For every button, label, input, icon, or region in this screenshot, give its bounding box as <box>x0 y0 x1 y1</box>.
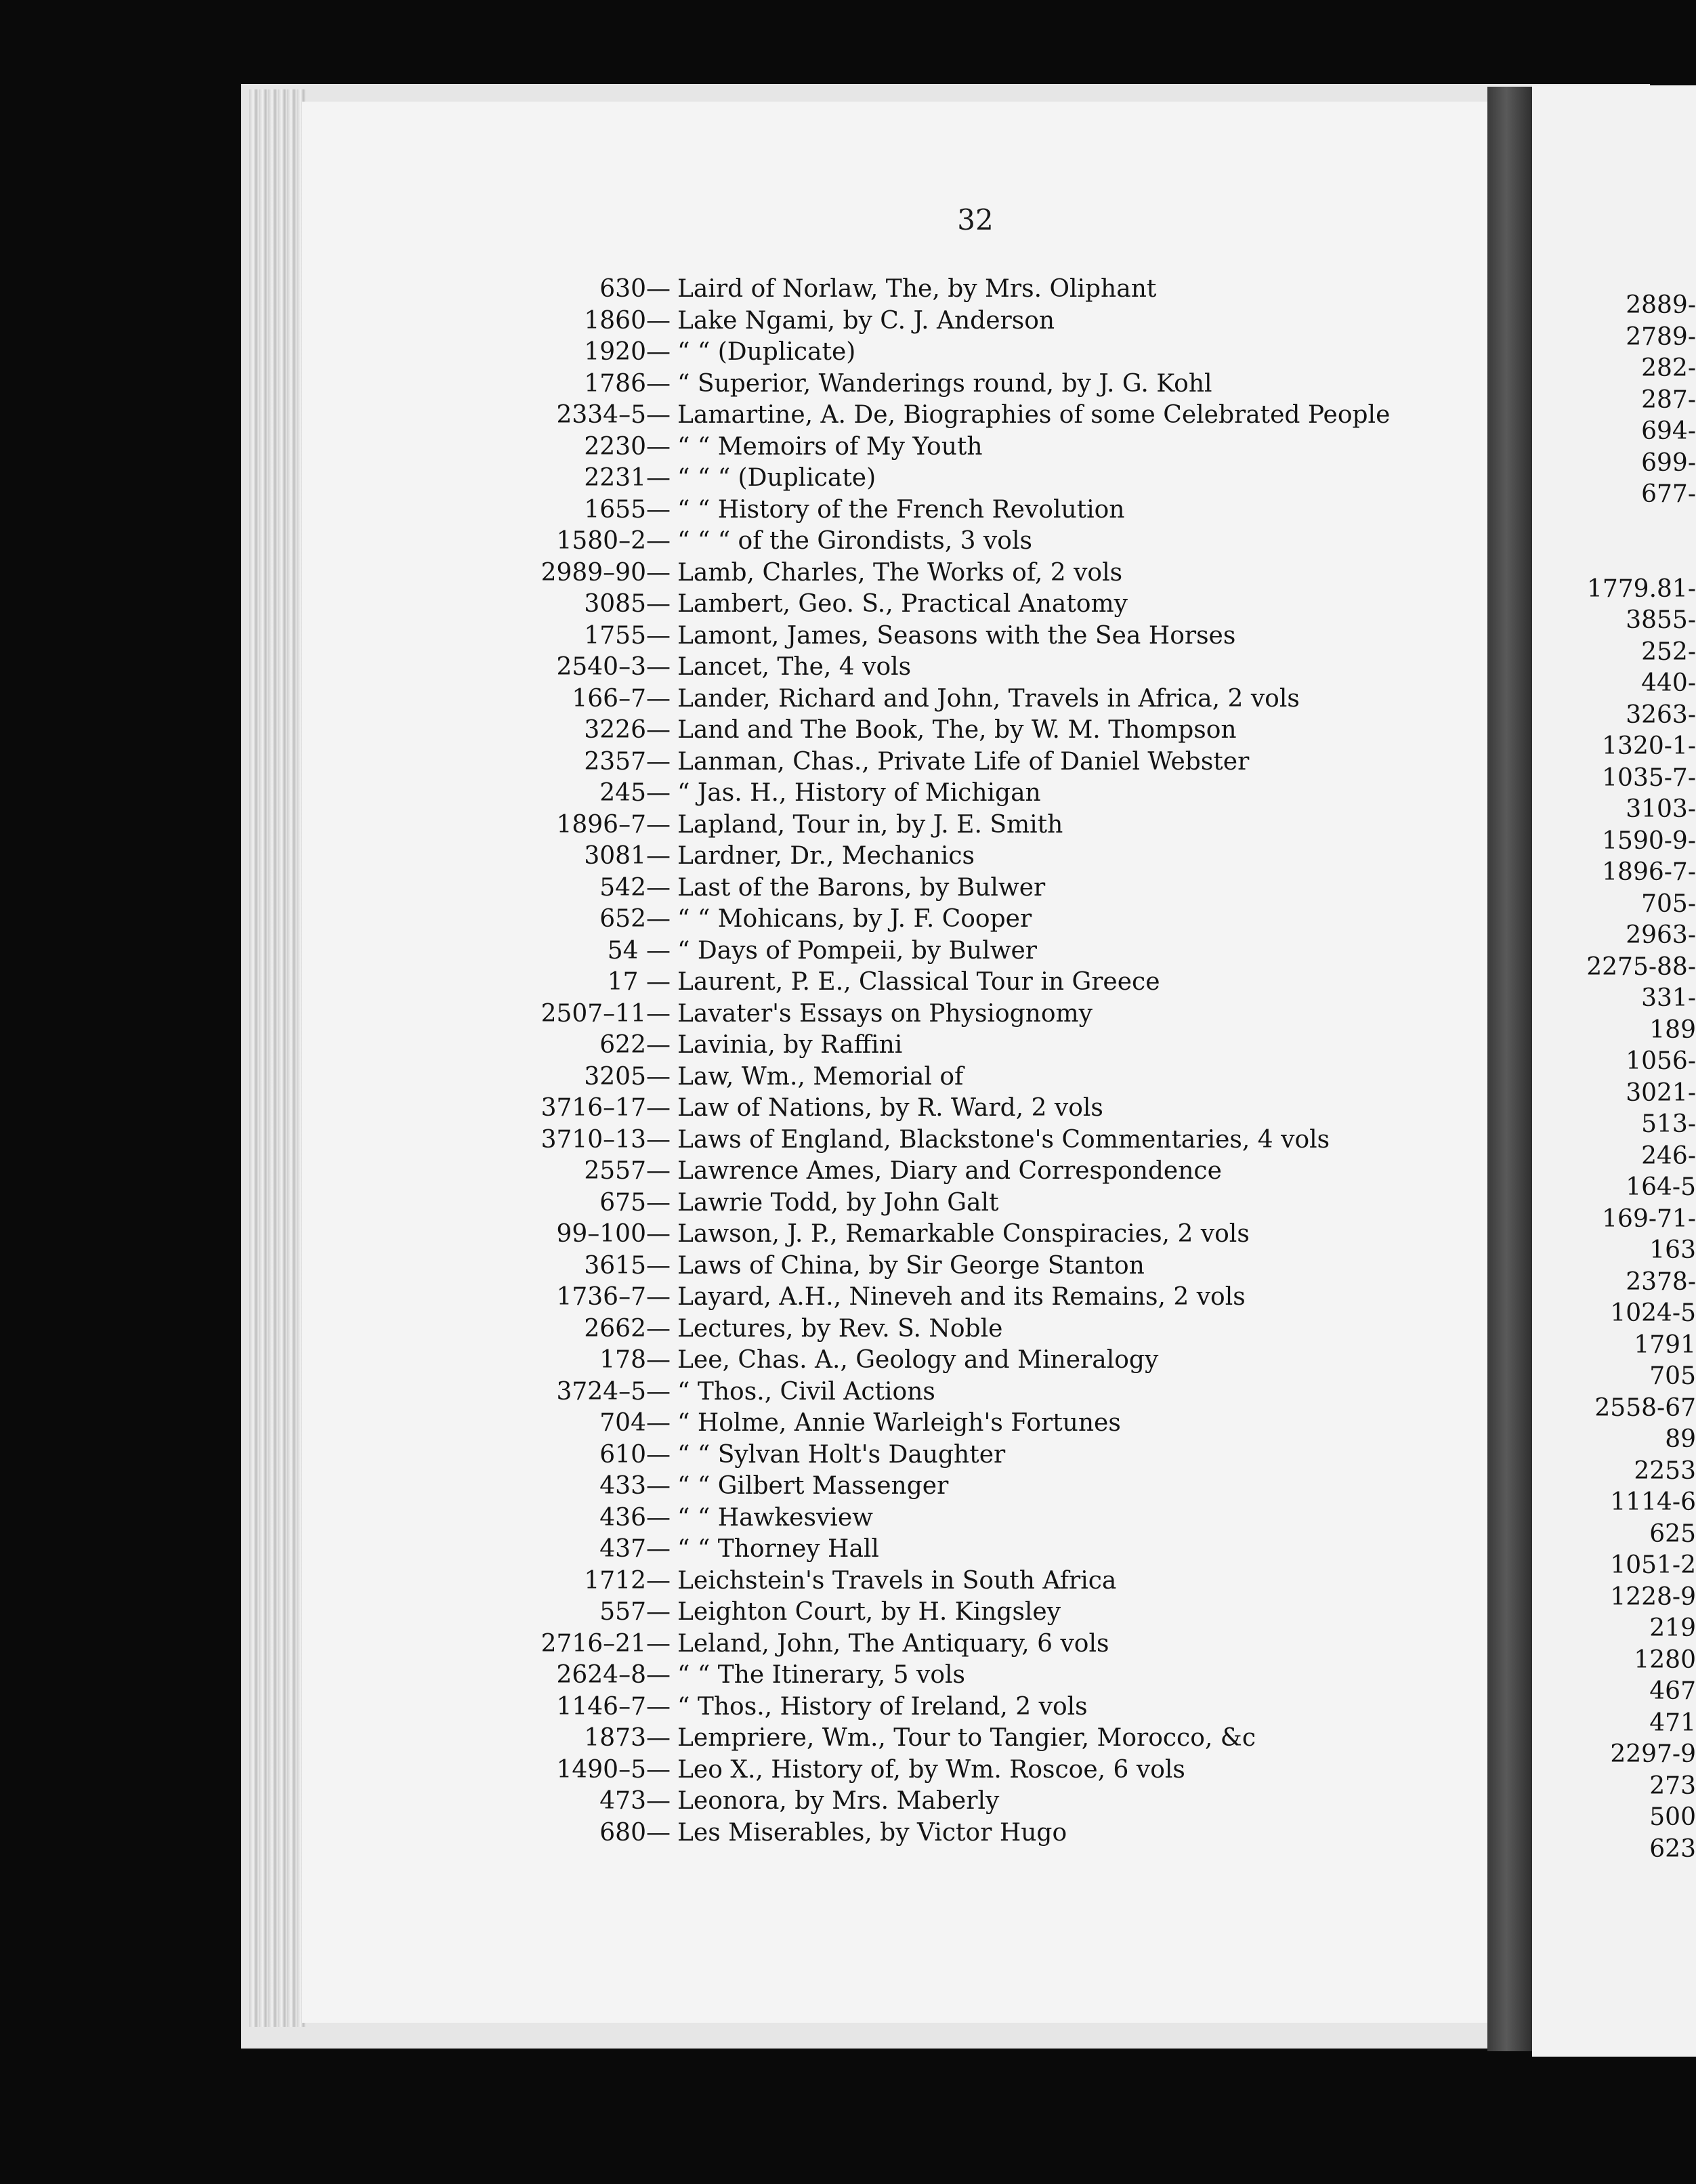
entry-title: Laird of Norlaw, The, by Mrs. Oliphant <box>677 275 1157 303</box>
catalog-entry <box>0 1660 1490 1692</box>
entry-title: Law, Wm., Memorial of <box>677 1062 964 1091</box>
right-page-entry-number: 3855- <box>1626 606 1696 634</box>
right-page-entry-number: 623 <box>1649 1834 1696 1863</box>
catalog-entry <box>0 1314 1490 1345</box>
catalog-entry <box>0 1219 1490 1251</box>
right-page-entry-number: 1035-7- <box>1602 763 1696 792</box>
right-page-entry-number: 89 <box>1665 1425 1696 1453</box>
entry-number: 1755— <box>584 621 671 650</box>
entry-number: 1655— <box>584 495 671 524</box>
entry-number: 3615— <box>584 1251 671 1280</box>
entry-number: 3205— <box>584 1062 671 1091</box>
right-page-entry-number: 440- <box>1641 669 1696 697</box>
entry-title: “ “ (Duplicate) <box>677 338 856 366</box>
right-page-entry-number: 1320-1- <box>1602 732 1696 760</box>
entry-title: “ “ Gilbert Massenger <box>677 1472 949 1500</box>
entry-number: 3226— <box>584 716 671 744</box>
right-page-entry-number: 163 <box>1649 1236 1696 1264</box>
right-page-entry-number: 189 <box>1649 1015 1696 1044</box>
catalog-entry <box>0 526 1490 558</box>
catalog-entry <box>0 1156 1490 1188</box>
entry-title: “ Thos., History of Ireland, 2 vols <box>677 1692 1088 1721</box>
catalog-entry <box>0 1125 1490 1156</box>
catalog-entry <box>0 1093 1490 1125</box>
entry-title: “ Superior, Wanderings round, by J. G. Kohl <box>677 369 1212 398</box>
right-page-entry-number: 1590-9- <box>1602 826 1696 855</box>
right-page-entry-number: 3021- <box>1626 1078 1696 1107</box>
entry-number: 542— <box>599 873 671 902</box>
entry-title: Layard, A.H., Nineveh and its Remains, 2 vols <box>677 1283 1246 1311</box>
entry-title: “ Jas. H., History of Michigan <box>677 779 1041 807</box>
catalog-entry <box>0 1629 1490 1660</box>
entry-title: Leonora, by Mrs. Maberly <box>677 1787 1000 1815</box>
catalog-entry <box>0 999 1490 1030</box>
right-page-entry-number: 287- <box>1641 385 1696 414</box>
entry-number: 1490–5— <box>556 1755 671 1784</box>
entry-number: 473— <box>599 1787 671 1815</box>
right-page-entry-number: 467 <box>1649 1677 1696 1705</box>
right-page-entry-number: 331- <box>1641 984 1696 1012</box>
entry-number: 2624–8— <box>556 1661 671 1689</box>
catalog-entry <box>0 1282 1490 1314</box>
right-page-entry-number: 1280 <box>1634 1645 1696 1674</box>
right-page-entry-number: 3103- <box>1626 795 1696 823</box>
catalog-entry <box>0 810 1490 841</box>
entry-title: “ Days of Pompeii, by Bulwer <box>677 936 1038 965</box>
entry-title: “ “ Thorney Hall <box>677 1535 879 1563</box>
catalog-entry <box>0 1692 1490 1723</box>
catalog-entry <box>0 1786 1490 1818</box>
entry-title: Lamb, Charles, The Works of, 2 vols <box>677 558 1123 587</box>
entry-number: 178— <box>599 1346 671 1374</box>
catalog-entry <box>0 621 1490 652</box>
catalog-entry <box>0 747 1490 778</box>
catalog-entry-list <box>0 274 1490 1849</box>
catalog-entry <box>0 1503 1490 1534</box>
entry-title: Lavinia, by Raffini <box>677 1031 903 1059</box>
entry-title: “ “ History of the French Revolution <box>677 495 1125 524</box>
entry-number: 557— <box>599 1598 671 1626</box>
entry-number: 2662— <box>584 1314 671 1343</box>
right-page-entry-number: 2889- <box>1626 291 1696 319</box>
catalog-entry <box>0 558 1490 589</box>
entry-number: 3724–5— <box>556 1377 671 1406</box>
entry-number: 622— <box>599 1031 671 1059</box>
right-page-entry-number: 625 <box>1649 1519 1696 1548</box>
right-page-entry-number: 2789- <box>1626 322 1696 351</box>
catalog-entry <box>0 873 1490 904</box>
entry-title: Lectures, by Rev. S. Noble <box>677 1314 1003 1343</box>
right-page-entry-number: 2963- <box>1626 921 1696 949</box>
page-number: 32 <box>957 203 994 236</box>
entry-title: Lempriere, Wm., Tour to Tangier, Morocco, &c <box>677 1724 1256 1752</box>
entry-title: Lardner, Dr., Mechanics <box>677 842 975 870</box>
entry-title: Lawson, J. P., Remarkable Conspiracies, 2 vols <box>677 1220 1250 1248</box>
entry-title: “ “ Sylvan Holt's Daughter <box>677 1440 1006 1469</box>
catalog-entry <box>0 904 1490 936</box>
catalog-entry <box>0 1251 1490 1282</box>
catalog-entry <box>0 684 1490 715</box>
right-page-entry-number: 2275-88- <box>1586 952 1696 981</box>
right-page-entry-number: 252- <box>1641 637 1696 666</box>
catalog-entry <box>0 1818 1490 1849</box>
entry-number: 1873— <box>584 1724 671 1752</box>
right-page-entry-number: 699- <box>1641 448 1696 477</box>
catalog-entry <box>0 274 1490 306</box>
entry-number: 2989–90— <box>540 558 671 587</box>
entry-title: Leland, John, The Antiquary, 6 vols <box>677 1629 1109 1658</box>
right-page-entry-number: 2558-67 <box>1594 1393 1696 1422</box>
entry-title: Lapland, Tour in, by J. E. Smith <box>677 810 1063 839</box>
entry-title: Land and The Book, The, by W. M. Thompson <box>677 716 1237 744</box>
book-gutter <box>1487 87 1535 2051</box>
entry-number: 2507–11— <box>540 999 671 1028</box>
entry-number: 1920— <box>584 338 671 366</box>
right-page-entry-number: 1896-7- <box>1602 858 1696 886</box>
entry-title: Lancet, The, 4 vols <box>677 653 912 681</box>
entry-number: 630— <box>599 275 671 303</box>
right-page-entry-number: 219 <box>1649 1614 1696 1642</box>
entry-number: 437— <box>599 1535 671 1563</box>
catalog-entry <box>0 1597 1490 1629</box>
entry-number: 675— <box>599 1188 671 1217</box>
right-page-entry-number: 2253 <box>1634 1456 1696 1485</box>
catalog-entry <box>0 1534 1490 1566</box>
right-page-entry-number: 1051-2 <box>1610 1551 1696 1579</box>
catalog-entry <box>0 1723 1490 1755</box>
entry-title: Lake Ngami, by C. J. Anderson <box>677 306 1055 335</box>
right-page-entry-number <box>1532 511 1696 543</box>
entry-number: 2334–5— <box>556 401 671 429</box>
entry-number: 54 — <box>607 936 671 965</box>
entry-number: 99–100— <box>556 1220 671 1248</box>
entry-title: “ “ “ (Duplicate) <box>677 464 876 492</box>
entry-number: 2557— <box>584 1157 671 1185</box>
entry-number: 2716–21— <box>540 1629 671 1658</box>
entry-number: 2540–3— <box>556 653 671 681</box>
entry-number: 1146–7— <box>556 1692 671 1721</box>
entry-title: “ “ Mohicans, by J. F. Cooper <box>677 905 1032 933</box>
entry-number: 17 — <box>607 968 671 996</box>
catalog-entry <box>0 463 1490 495</box>
right-page-entry-number: 694- <box>1641 417 1696 445</box>
right-page-entry-number <box>1532 542 1696 574</box>
catalog-entry <box>0 1030 1490 1062</box>
entry-title: Lavater's Essays on Physiognomy <box>677 999 1093 1028</box>
right-page-entry-number: 705- <box>1641 889 1696 918</box>
right-page-entry-number: 1779.81- <box>1586 574 1696 603</box>
entry-number: 610— <box>599 1440 671 1469</box>
right-page-entry-number: 513- <box>1641 1110 1696 1138</box>
entry-title: “ “ “ of the Girondists, 3 vols <box>677 527 1032 555</box>
right-page-entry-number: 500 <box>1649 1803 1696 1831</box>
catalog-entry <box>0 306 1490 337</box>
right-page-entry-number: 1114-6 <box>1610 1488 1696 1516</box>
entry-title: Laws of China, by Sir George Stanton <box>677 1251 1145 1280</box>
entry-title: Lanman, Chas., Private Life of Daniel Webster <box>677 747 1250 776</box>
catalog-entry <box>0 400 1490 432</box>
entry-title: “ Holme, Annie Warleigh's Fortunes <box>677 1409 1121 1437</box>
right-page-entry-number: 246- <box>1641 1141 1696 1170</box>
entry-title: Last of the Barons, by Bulwer <box>677 873 1046 902</box>
catalog-entry <box>0 1755 1490 1786</box>
entry-title: Les Miserables, by Victor Hugo <box>677 1818 1067 1847</box>
entry-title: Laws of England, Blackstone's Commentaries, 4 vols <box>677 1125 1330 1154</box>
right-page-entry-number: 2378- <box>1626 1267 1696 1296</box>
entry-title: “ Thos., Civil Actions <box>677 1377 935 1406</box>
catalog-entry <box>0 936 1490 967</box>
catalog-entry <box>0 1377 1490 1408</box>
right-page-entry-number: 1228-9 <box>1610 1582 1696 1611</box>
catalog-entry <box>0 1345 1490 1377</box>
entry-title: Law of Nations, by R. Ward, 2 vols <box>677 1094 1103 1122</box>
right-page-entry-number: 2297-9 <box>1610 1740 1696 1768</box>
right-page-entry-number: 273 <box>1649 1771 1696 1800</box>
catalog-entry <box>0 495 1490 526</box>
entry-number: 1860— <box>584 306 671 335</box>
catalog-entry <box>0 1188 1490 1219</box>
catalog-entry <box>0 369 1490 400</box>
entry-title: Leighton Court, by H. Kingsley <box>677 1598 1061 1626</box>
catalog-entry <box>0 1471 1490 1503</box>
entry-number: 652— <box>599 905 671 933</box>
entry-number: 3716–17— <box>540 1094 671 1122</box>
entry-number: 1712— <box>584 1566 671 1595</box>
entry-title: Lamont, James, Seasons with the Sea Horses <box>677 621 1236 650</box>
entry-number: 2231— <box>584 464 671 492</box>
entry-number: 1580–2— <box>556 527 671 555</box>
entry-title: Laurent, P. E., Classical Tour in Greece <box>677 968 1160 996</box>
right-page-entry-number: 282- <box>1641 354 1696 382</box>
catalog-entry <box>0 967 1490 999</box>
catalog-entry <box>0 1566 1490 1597</box>
right-page-entry-number: 1056- <box>1626 1047 1696 1075</box>
catalog-entry <box>0 589 1490 621</box>
entry-number: 2357— <box>584 747 671 776</box>
catalog-entry <box>0 841 1490 873</box>
entry-title: “ “ The Itinerary, 5 vols <box>677 1661 966 1689</box>
entry-number: 3085— <box>584 590 671 618</box>
entry-title: Lander, Richard and John, Travels in Africa, 2 vols <box>677 684 1300 713</box>
entry-number: 3710–13— <box>540 1125 671 1154</box>
entry-title: Lawrence Ames, Diary and Correspondence <box>677 1157 1222 1185</box>
catalog-entry <box>0 337 1490 369</box>
catalog-entry <box>0 1440 1490 1471</box>
right-page-entry-number: 1024-5 <box>1610 1299 1696 1327</box>
right-page-entry-number: 677- <box>1641 480 1696 508</box>
catalog-entry <box>0 432 1490 463</box>
catalog-entry <box>0 715 1490 747</box>
entry-number: 433— <box>599 1472 671 1500</box>
entry-number: 166–7— <box>572 684 671 713</box>
entry-number: 1736–7— <box>556 1283 671 1311</box>
entry-number: 436— <box>599 1503 671 1532</box>
entry-number: 2230— <box>584 432 671 461</box>
right-page-entry-number: 164-5 <box>1626 1173 1696 1201</box>
entry-title: Lambert, Geo. S., Practical Anatomy <box>677 590 1128 618</box>
entry-title: “ “ Hawkesview <box>677 1503 873 1532</box>
entry-number: 704— <box>599 1409 671 1437</box>
catalog-entry <box>0 778 1490 810</box>
right-page-entry-number: 1791 <box>1634 1330 1696 1359</box>
entry-title: Lamartine, A. De, Biographies of some Celebrated People <box>677 401 1391 429</box>
entry-title: Lawrie Todd, by John Galt <box>677 1188 999 1217</box>
catalog-entry <box>0 652 1490 684</box>
entry-number: 245— <box>599 779 671 807</box>
catalog-entry <box>0 1408 1490 1440</box>
entry-number: 1786— <box>584 369 671 398</box>
entry-title: Leo X., History of, by Wm. Roscoe, 6 vols <box>677 1755 1185 1784</box>
entry-title: Lee, Chas. A., Geology and Mineralogy <box>677 1346 1159 1374</box>
right-page-number-column <box>1532 290 1696 1865</box>
entry-number: 1896–7— <box>556 810 671 839</box>
catalog-entry <box>0 1062 1490 1093</box>
right-page-entry-number: 3263- <box>1626 700 1696 729</box>
entry-number: 680— <box>599 1818 671 1847</box>
entry-number: 3081— <box>584 842 671 870</box>
entry-title: “ “ Memoirs of My Youth <box>677 432 983 461</box>
right-page-entry-number: 705 <box>1649 1362 1696 1390</box>
entry-title: Leichstein's Travels in South Africa <box>677 1566 1117 1595</box>
right-page-entry-number: 471 <box>1649 1708 1696 1737</box>
right-page-entry-number: 169-71- <box>1602 1204 1696 1233</box>
